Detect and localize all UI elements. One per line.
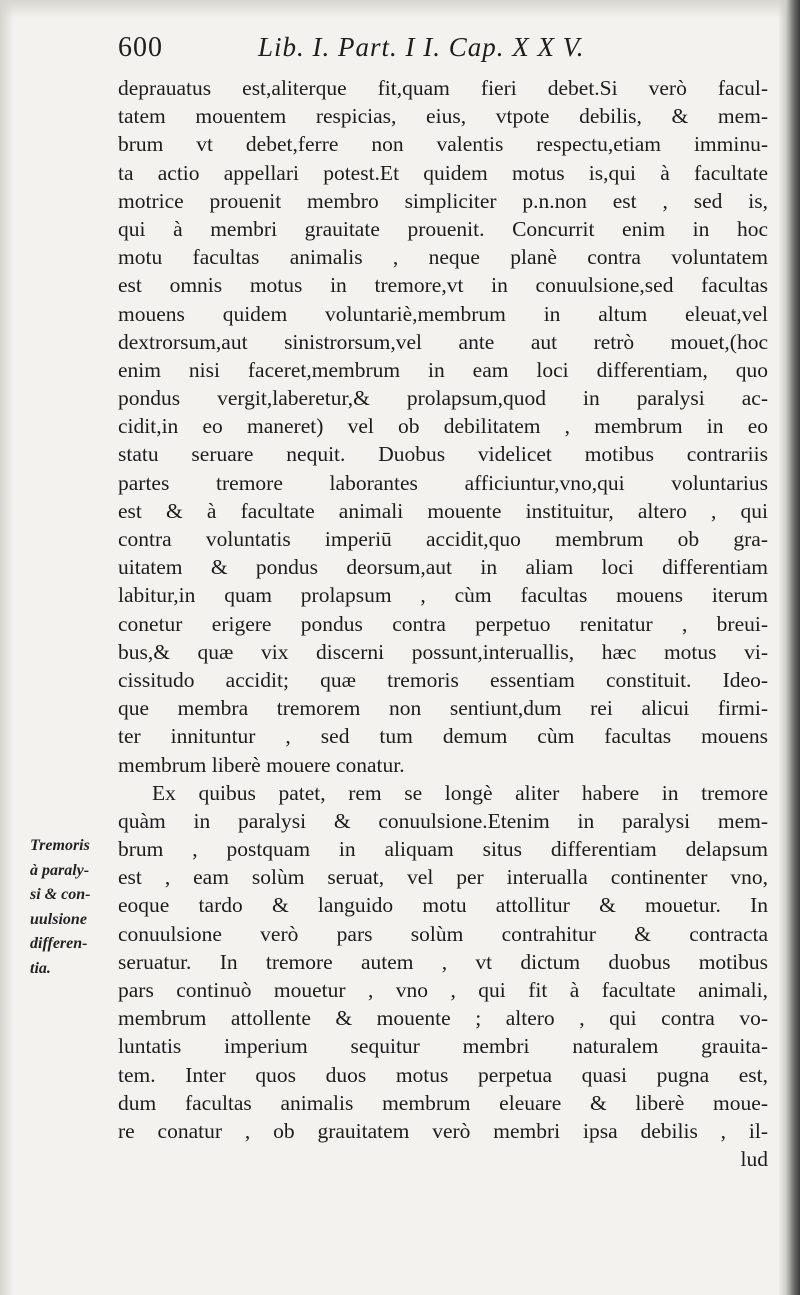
- text-line: membrum liberè mouere conatur.: [118, 752, 405, 777]
- text-line: est omnis motus in tremore,vt in conuulsione,sed facultas: [118, 273, 768, 298]
- text-line: enim nisi faceret,membrum in eam loci differentiam, quo: [118, 357, 768, 382]
- text-line: conetur erigere pondus contra perpetuo renitatur , breui-: [118, 611, 768, 636]
- marginal-note: [30, 834, 122, 981]
- paragraph-1: [118, 74, 768, 779]
- text-line: pars continuò mouetur , vno , qui fit à facultate animali,: [118, 978, 768, 1002]
- page-number: 600: [118, 32, 163, 63]
- text-line: seruatur. In tremore autem , vt dictum duobus motibus: [118, 949, 768, 974]
- marginal-note-line: uulsione: [30, 910, 87, 928]
- text-line: brum vt debet,ferre non valentis respectu,etiam imminu-: [118, 132, 768, 157]
- text-line: ta actio appellari potest.Et quidem motus is,qui à facultate: [118, 160, 768, 185]
- text-line: est , eam solùm seruat, vel per interualla continenter vno,: [118, 865, 768, 890]
- text-line: dextrorsum,aut sinistrorsum,vel ante aut retrò mouet,(hoc: [118, 329, 768, 354]
- text-line: cissitudo accidit; quæ tremoris essentiam constituit. Ideo-: [118, 667, 768, 692]
- marginal-note-line: si & con-: [30, 886, 91, 903]
- text-line: dum facultas animalis membrum eleuare & liberè moue-: [118, 1090, 768, 1115]
- text-line: statu seruare nequit. Duobus videlicet motibus contrariis: [118, 442, 768, 467]
- text-line: deprauatus est,aliterque fit,quam fieri debet.Si verò facul-: [118, 76, 768, 100]
- paragraph-2: [118, 779, 768, 1174]
- text-line: bus,& quæ vix discerni possunt,interuallis, hæc motus vi-: [118, 639, 768, 664]
- text-line: Ex quibus patet, rem se longè aliter habere in tremore: [152, 780, 768, 805]
- marginal-note-line: Tremoris: [30, 837, 90, 854]
- text-line: pondus vergit,laberetur,& prolapsum,quod in paralysi ac-: [118, 386, 768, 411]
- text-line: motu facultas animalis , neque planè contra voluntatem: [118, 245, 768, 270]
- marginal-note-line: differen-: [30, 935, 88, 952]
- text-line: contra voluntatis imperiū accidit,quo membrum ob gra-: [118, 527, 768, 551]
- text-line: uitatem & pondus deorsum,aut in aliam loci differentiam: [118, 555, 768, 580]
- text-line: tem. Inter quos duos motus perpetua quasi pugna est,: [118, 1062, 768, 1087]
- catchword: lud: [740, 1147, 768, 1172]
- text-line: conuulsione verò pars solùm contrahitur & contracta: [118, 921, 768, 946]
- text-line: que membra tremorem non sentiunt,dum rei alicui firmi-: [118, 696, 768, 721]
- text-line: re conatur , ob grauitatem verò membri ipsa debilis , il-: [118, 1118, 768, 1143]
- text-line: membrum attollente & mouente ; altero , qui contra vo-: [118, 1006, 768, 1031]
- text-line: quàm in paralysi & conuulsione.Etenim in paralysi mem-: [118, 808, 768, 833]
- page-edge-shadow-top: [0, 0, 800, 18]
- body-text: [118, 74, 768, 1173]
- text-line: qui à membri grauitate prouenit. Concurrit enim in hoc: [118, 216, 768, 241]
- text-line: est & à facultate animali mouente instituitur, altero , qui: [118, 498, 768, 523]
- running-head: [118, 32, 758, 72]
- text-line: brum , postquam in aliquam situs differentiam delapsum: [118, 837, 768, 862]
- text-line: mouens quidem voluntariè,membrum in altum eleuat,vel: [118, 301, 768, 326]
- book-gutter-shadow: [778, 0, 800, 1295]
- marginal-note-line: à paraly-: [30, 861, 90, 879]
- text-line: motrice prouenit membro simpliciter p.n.non est , sed is,: [118, 188, 768, 213]
- text-line: tatem mouentem respicias, eius, vtpote debilis, & mem-: [118, 104, 768, 129]
- running-title: Lib. I. Part. I I. Cap. X X V.: [258, 32, 585, 62]
- page-edge-shadow-left: [0, 0, 14, 1295]
- text-line: eoque tardo & languido motu attollitur & mouetur. In: [118, 893, 768, 918]
- text-line: labitur,in quam prolapsum , cùm facultas mouens iterum: [118, 583, 768, 608]
- text-line: ter innituntur , sed tum demum cùm facultas mouens: [118, 724, 768, 749]
- text-line: cidit,in eo maneret) vel ob debilitatem , membrum in eo: [118, 414, 768, 439]
- marginal-note-line: tia.: [30, 959, 51, 977]
- text-line: partes tremore laborantes afficiuntur,vno,qui voluntarius: [118, 470, 768, 495]
- text-line: luntatis imperium sequitur membri naturalem grauita-: [118, 1034, 768, 1059]
